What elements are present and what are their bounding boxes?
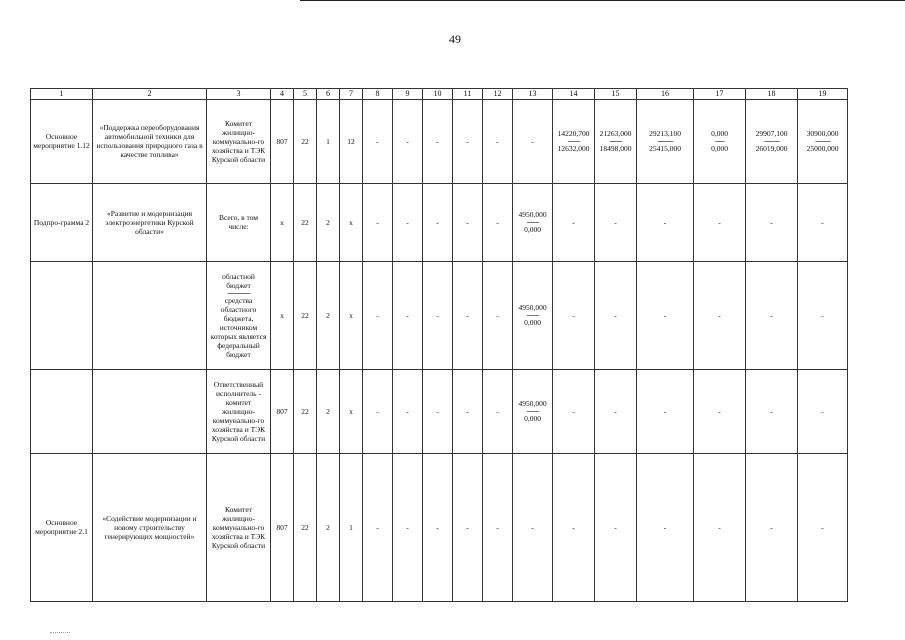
value-cell: - [453, 183, 483, 261]
code-cell: 2 [317, 453, 340, 601]
value-bottom: 0,000 [524, 225, 541, 235]
col-header-17: 17 [694, 89, 746, 100]
value-top: 14220,700 [557, 129, 590, 139]
code-cell: 22 [294, 369, 317, 453]
value-cell: - [393, 453, 423, 601]
code-cell: 1 [317, 99, 340, 183]
value-separator: ---------- [815, 136, 830, 146]
code-cell: 22 [294, 183, 317, 261]
value-top: 29907,100 [755, 129, 788, 139]
value-cell: - [393, 369, 423, 453]
value-top: 30900,000 [806, 129, 839, 139]
measure-name: «Развитие и модернизация электроэнергетики Курской области» [93, 183, 207, 261]
measure-name [93, 369, 207, 453]
value-separator: -------- [526, 310, 539, 320]
budget-source-top: областной бюджет [222, 271, 255, 290]
value-cell: - [513, 453, 553, 601]
value-cell: - [453, 99, 483, 183]
value-cell: - [553, 453, 595, 601]
value-bottom: 0,000 [711, 144, 728, 154]
value-top: 4950,000 [518, 399, 547, 409]
value-cell: - [393, 261, 423, 369]
table-row [31, 99, 848, 183]
col-header-6: 6 [317, 89, 340, 100]
value-bottom: 0,000 [524, 318, 541, 328]
value-cell: - [483, 369, 513, 453]
value-cell: - [513, 99, 553, 183]
page-number: 49 [449, 32, 461, 46]
code-cell: х [340, 261, 363, 369]
code-cell: 22 [294, 453, 317, 601]
value-cell: - [746, 261, 798, 369]
value-separator: -------- [609, 136, 622, 146]
footer-mark [50, 632, 70, 635]
value-cell: - [798, 369, 848, 453]
value-separator: -------- [526, 406, 539, 416]
value-cell: - [798, 453, 848, 601]
col-header-14: 14 [553, 89, 595, 100]
value-cell: - [393, 183, 423, 261]
value-pair-cell [553, 99, 595, 183]
code-cell: 12 [340, 99, 363, 183]
value-cell: - [423, 261, 453, 369]
value-bottom: 18498,000 [599, 144, 632, 154]
code-cell: 807 [271, 369, 294, 453]
code-cell: 2 [317, 369, 340, 453]
value-cell: - [453, 369, 483, 453]
value-bottom: 12632,000 [557, 144, 590, 154]
executor: Всего, в том числе: [207, 183, 271, 261]
value-cell: - [553, 183, 595, 261]
value-cell: - [483, 99, 513, 183]
code-cell: 1 [340, 453, 363, 601]
value-cell: - [595, 183, 637, 261]
executor: Комитет жилищно-коммунально-го хозяйства и ТЭК Курской области [207, 99, 271, 183]
measure-name: «Поддержка переоборудования автомобильной техники для использования природного газа в качестве топлива» [93, 99, 207, 183]
value-cell: - [694, 453, 746, 601]
value-cell: - [553, 369, 595, 453]
value-bottom: 0,000 [524, 414, 541, 424]
executor: Ответственный исполнитель - комитет жилищно-коммунально-го хозяйства и ТЭК Курской области [207, 369, 271, 453]
col-header-12: 12 [483, 89, 513, 100]
value-cell: - [798, 261, 848, 369]
value-cell: - [746, 453, 798, 601]
col-header-7: 7 [340, 89, 363, 100]
value-cell: - [453, 261, 483, 369]
value-cell: - [453, 453, 483, 601]
value-separator: -------- [567, 136, 580, 146]
col-header-4: 4 [271, 89, 294, 100]
budget-source-bottom: средства областного бюджета, источником которых является федеральный бюджет [210, 295, 267, 359]
code-cell: 807 [271, 99, 294, 183]
measure-name [93, 261, 207, 369]
col-header-9: 9 [393, 89, 423, 100]
value-cell: - [637, 453, 694, 601]
value-top: 0,000 [711, 129, 728, 139]
value-separator: ------ [715, 136, 724, 146]
value-cell: - [553, 261, 595, 369]
value-pair-cell [595, 99, 637, 183]
value-cell: - [637, 183, 694, 261]
col-header-1: 1 [31, 89, 93, 100]
table-row [31, 183, 848, 261]
value-cell: - [595, 369, 637, 453]
value-cell: - [798, 183, 848, 261]
value-cell: - [483, 183, 513, 261]
top-rule [300, 0, 905, 1]
col-header-5: 5 [294, 89, 317, 100]
value-cell: - [393, 99, 423, 183]
table-row [31, 453, 848, 601]
value-pair-cell [513, 183, 553, 261]
col-header-2: 2 [93, 89, 207, 100]
value-cell: - [746, 369, 798, 453]
row-title [31, 369, 93, 453]
col-header-8: 8 [363, 89, 393, 100]
value-cell: - [694, 183, 746, 261]
value-cell: - [595, 261, 637, 369]
value-pair-cell [746, 99, 798, 183]
value-pair-cell [513, 369, 553, 453]
value-cell: - [483, 453, 513, 601]
value-cell: - [363, 261, 393, 369]
value-separator: -------- [526, 217, 539, 227]
value-cell: - [423, 369, 453, 453]
value-bottom: 25415,000 [649, 144, 681, 154]
code-cell: 2 [317, 261, 340, 369]
value-pair-cell [513, 261, 553, 369]
value-top: 4950,000 [518, 210, 547, 220]
value-cell: - [423, 183, 453, 261]
code-cell: 22 [294, 261, 317, 369]
value-cell: - [363, 99, 393, 183]
value-bottom: 25000,000 [806, 144, 839, 154]
code-cell: х [271, 261, 294, 369]
budget-source-cell [207, 261, 271, 369]
value-top: 21263,000 [599, 129, 632, 139]
value-cell: - [595, 453, 637, 601]
executor: Комитет жилищно-коммунально-го хозяйства и ТЭК Курской области [207, 453, 271, 601]
column-number-row [31, 89, 848, 100]
value-top: 4950,000 [518, 303, 547, 313]
value-cell: - [694, 369, 746, 453]
code-cell: 22 [294, 99, 317, 183]
col-header-10: 10 [423, 89, 453, 100]
col-header-19: 19 [798, 89, 848, 100]
row-title: Основное мероприятие 2.1 [31, 453, 93, 601]
value-pair-cell [694, 99, 746, 183]
value-pair-cell [798, 99, 848, 183]
col-header-13: 13 [513, 89, 553, 100]
code-cell: 807 [271, 453, 294, 601]
measure-name: «Содействие модернизации и новому строительству генерирующих мощностей» [93, 453, 207, 601]
col-header-16: 16 [637, 89, 694, 100]
budget-table [30, 88, 848, 602]
value-cell: - [363, 183, 393, 261]
code-cell: 2 [317, 183, 340, 261]
value-cell: - [746, 183, 798, 261]
value-cell: - [637, 261, 694, 369]
code-cell: х [340, 369, 363, 453]
value-cell: - [694, 261, 746, 369]
value-bottom: 26019,000 [755, 144, 788, 154]
value-cell: - [483, 261, 513, 369]
value-top: 29213,100 [649, 129, 681, 139]
value-separator: ---------- [657, 136, 673, 146]
value-cell: - [363, 369, 393, 453]
code-cell: х [271, 183, 294, 261]
col-header-18: 18 [746, 89, 798, 100]
col-header-3: 3 [207, 89, 271, 100]
value-separator: --------------- [227, 287, 250, 297]
value-cell: - [637, 369, 694, 453]
table-row [31, 261, 848, 369]
value-cell: - [423, 453, 453, 601]
value-pair-cell [637, 99, 694, 183]
code-cell: х [340, 183, 363, 261]
table-row [31, 369, 848, 453]
row-title [31, 261, 93, 369]
row-title: Основное мероприятие 1.12 [31, 99, 93, 183]
row-title: Подпро-грамма 2 [31, 183, 93, 261]
value-cell: - [423, 99, 453, 183]
value-cell: - [363, 453, 393, 601]
col-header-15: 15 [595, 89, 637, 100]
col-header-11: 11 [453, 89, 483, 100]
value-separator: ---------- [764, 136, 779, 146]
